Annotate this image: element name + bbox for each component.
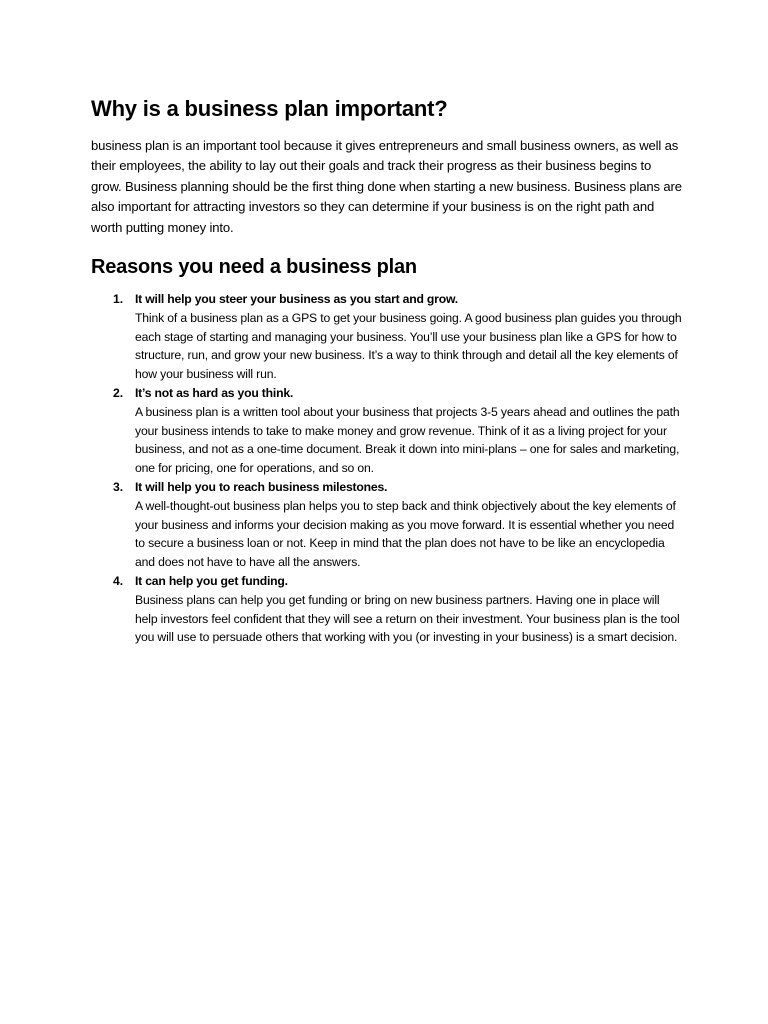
list-item-body: A well-thought-out business plan helps you to step back and think objectively about the key elements of your business and informs your decision making as you move forward. It is essential whether you need to secure a business loan or not. Keep in mind that the plan does not have to be like an encyclopedia and does not have to have all the answers. (135, 498, 676, 570)
document-page (91, 94, 683, 647)
list-item-body: A business plan is a written tool about your business that projects 3-5 years ahead and outlines the path your business intends to take to make money and grow revenue. Think of it as a living project for your business, and not as a one-time document. Break it down into mini-plans – one for sales and marketing, one for pricing, one for operations, and so on. (135, 404, 680, 476)
list-item (91, 384, 683, 478)
list-item (91, 478, 683, 572)
list-item (91, 572, 683, 647)
intro-paragraph: business plan is an important tool because it gives entrepreneurs and small business owners, as well as their employees, the ability to lay out their goals and track their progress as their business begins to grow. Business planning should be the first thing done when starting a new business. Business plans are also important for attracting investors so they can determine if your business is on the right path and worth putting money into. (91, 138, 682, 235)
list-item-number: 1. (113, 292, 124, 307)
list-item-heading: It will help you steer your business as you start and grow. (135, 292, 458, 307)
section-title: Reasons you need a business plan (91, 256, 417, 279)
list-item-body: Business plans can help you get funding or bring on new business partners. Having one in place will help investors feel confident that they will see a return on their investment. Your business plan is the tool you will use to persuade others that working with you (or investing in your business) is a smart decision. (135, 592, 680, 645)
reasons-list (91, 290, 683, 647)
list-item-number: 3. (113, 480, 124, 494)
list-item-heading: It can help you get funding. (135, 573, 288, 588)
page-title: Why is a business plan important? (91, 96, 448, 121)
list-item (91, 290, 683, 384)
list-item-number: 4. (113, 573, 124, 588)
list-item-heading: It’s not as hard as you think. (135, 386, 294, 401)
list-item-body: Think of a business plan as a GPS to get your business going. A good business plan guides you through each stage of starting and managing your business. You’ll use your business plan like a GPS for how to structure, run, and grow your new business. It’s a way to think through and detail all the key elements of how your business will run. (135, 310, 682, 382)
list-item-number: 2. (113, 386, 124, 401)
list-item-heading: It will help you to reach business milestones. (135, 480, 388, 494)
